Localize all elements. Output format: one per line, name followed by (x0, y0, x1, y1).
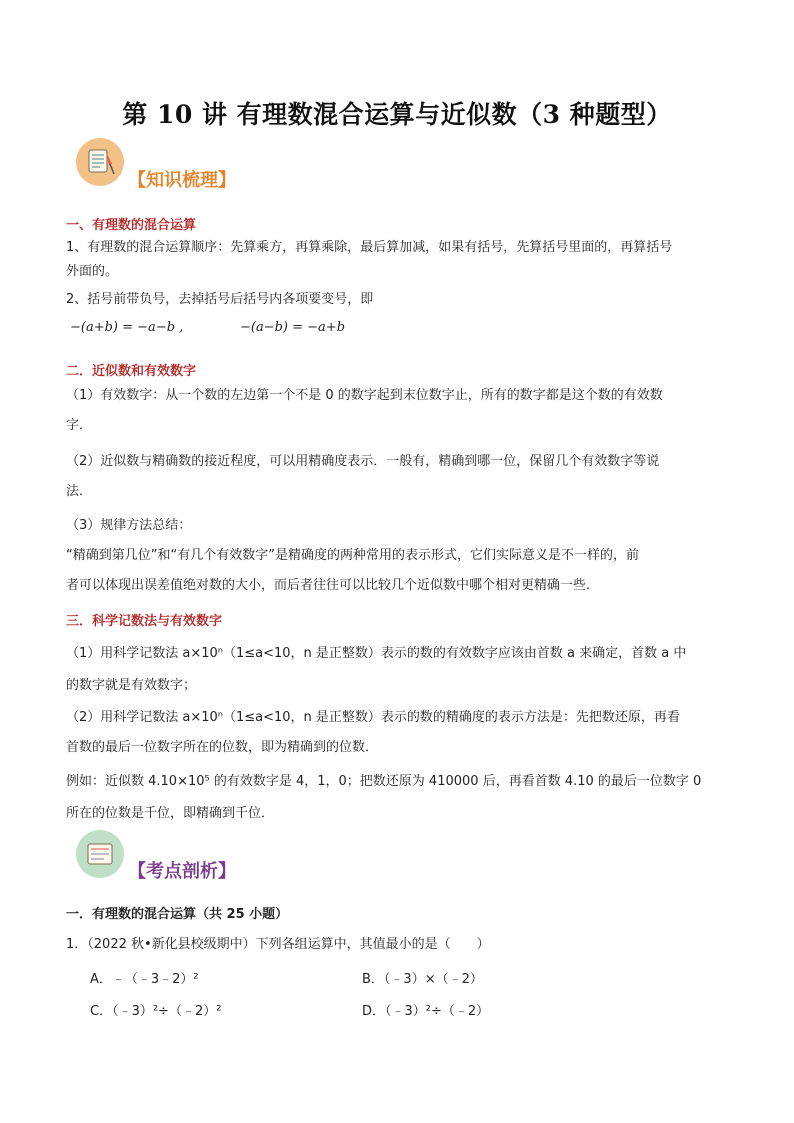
part2-text: （3）规律方法总结： (66, 518, 192, 533)
question-group-heading: 一．有理数的混合运算（共 25 小题） (66, 907, 289, 922)
part3-text: 的数字就是有效数字； (66, 678, 197, 693)
option-c: C．（﹣3）²÷（﹣2）² (90, 1004, 222, 1019)
part2-text: 法． (66, 484, 93, 499)
section-knowledge-heading: 【知识梳理】 (128, 170, 236, 191)
section-analysis-heading: 【考点剖析】 (128, 861, 236, 882)
part2-text: 者可以体现出误差值绝对数的大小，而后者往往可以比较几个近似数中哪个相对更精确一些． (66, 578, 600, 593)
option-b: B．（﹣3）×（﹣2） (362, 972, 483, 987)
part2-text: 字． (66, 418, 93, 433)
part2-text: （2）近似数与精确数的接近程度，可以用精确度表示．一般有，精确到哪一位，保留几个有效数字等说 (66, 454, 660, 469)
part3-text: （1）用科学记数法 a×10ⁿ（1≤a<10，n 是正整数）表示的数的有效数字应该由首数 a 来确定，首数 a 中 (66, 646, 687, 661)
option-d: D．（﹣3）²÷（﹣2） (362, 1004, 490, 1019)
part3-text: 所在的位数是千位，即精确到千位． (66, 806, 275, 821)
notebook-icon (76, 138, 124, 186)
option-a: A．﹣（﹣3﹣2）² (90, 972, 199, 987)
part2-heading: 二．近似数和有效数字 (66, 364, 197, 379)
part3-text: 例如：近似数 4.10×10⁵ 的有效数字是 4，1，0；把数还原为 410000 后，再看首数 4.10 的最后一位数字 0 (66, 774, 702, 789)
part3-text: 首数的最后一位数字所在的位数，即为精确到的位数． (66, 740, 379, 755)
part3-heading: 三．科学记数法与有效数字 (66, 614, 223, 629)
part3-text: （2）用科学记数法 a×10ⁿ（1≤a<10，n 是正整数）表示的数的精确度的表示方法是：先把数还原，再看 (66, 710, 680, 725)
part1-text: 1、有理数的混合运算顺序：先算乘方，再算乘除，最后算加减，如果有括号，先算括号里面的，再算括号 (66, 240, 673, 255)
part1-text: 外面的。 (66, 264, 119, 279)
notes-icon (76, 830, 124, 878)
part1-text: 2、括号前带负号，去掉括号后括号内各项要变号，即 (66, 292, 374, 307)
part1-heading: 一、有理数的混合运算 (66, 218, 197, 233)
question-text: 1．（2022 秋•新化县校级期中）下列各组运算中，其值最小的是（ ） (66, 937, 490, 952)
page-title: 第 10 讲 有理数混合运算与近似数（3 种题型） (122, 100, 672, 129)
formula: −(a−b) = −a+b (240, 320, 346, 335)
part2-text: “精确到第几位”和“有几个有效数字”是精确度的两种常用的表示形式，它们实际意义是不一样的，前 (66, 548, 639, 563)
formula: −(a+b) = −a−b , (70, 320, 184, 335)
part2-text: （1）有效数字：从一个数的左边第一个不是 0 的数字起到末位数字止，所有的数字都是这个数的有效数 (66, 388, 663, 403)
